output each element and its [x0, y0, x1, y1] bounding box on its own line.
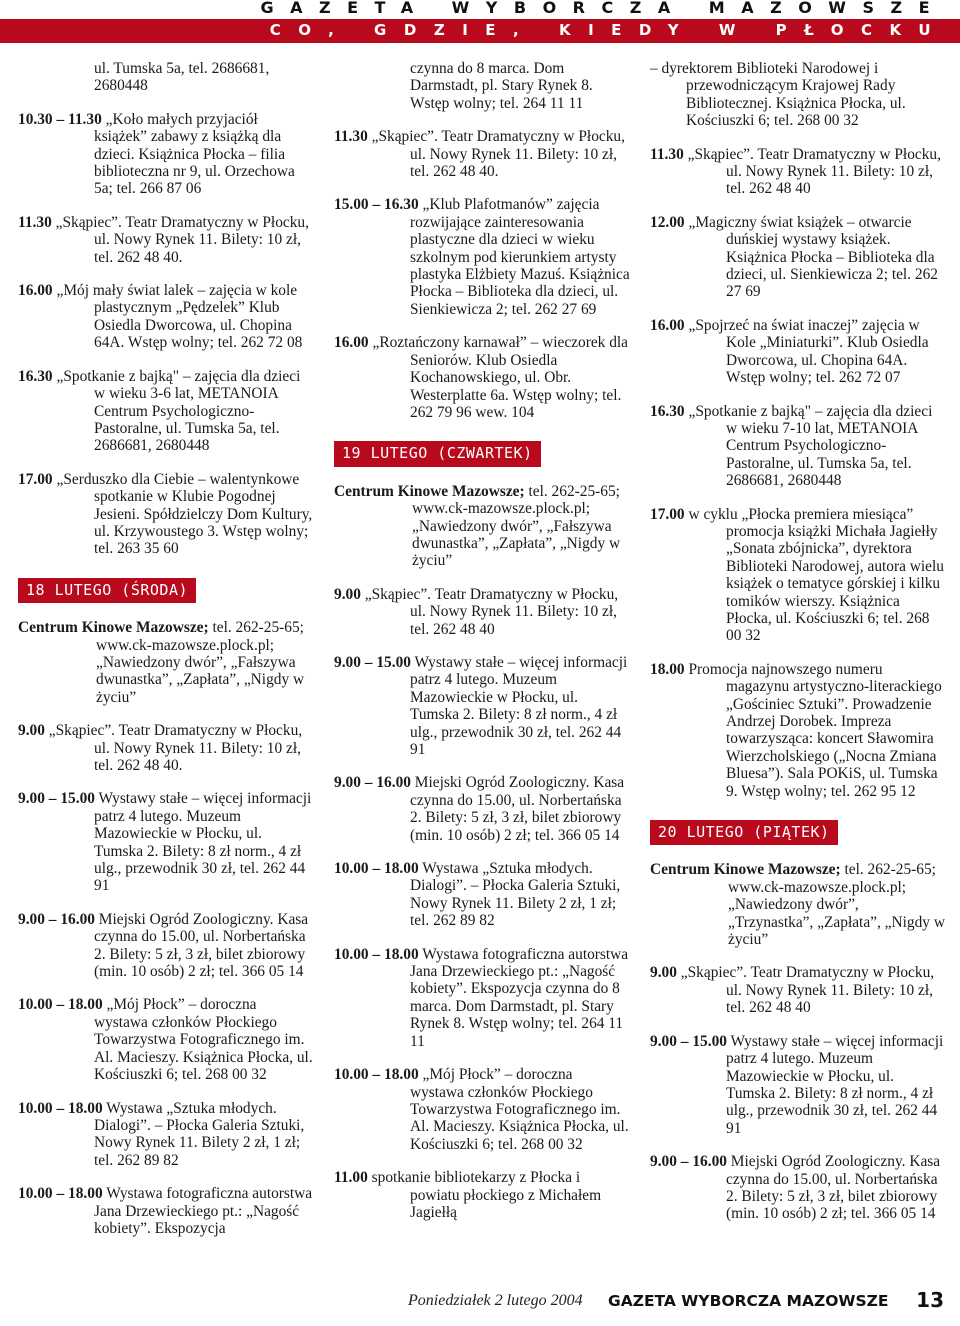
event-time: 12.00: [650, 213, 685, 231]
event-time: 16.00: [650, 316, 685, 334]
event-text: Miejski Ogród Zoologiczny. Kasa czynna do 15.00, ul. Norbertańska 2. Bilety: 5 zł, 3 zł, bilet zbiorowy (min. 10 osób) 2 zł; tel. 366 05 14: [726, 1153, 941, 1223]
event-text: Wystawa fotograficzna autorstwa Jana Drzewieckiego pt.: „Nagość kobiety”. Ekspozycja czynna do 8 marca. Dom Darmstadt, pl. Stary Rynek 8. Wstęp wolny; tel. 264 11 11: [410, 945, 629, 1050]
event-text: „Skąpiec”. Teatr Dramatyczny w Płocku, ul. Nowy Rynek 11. Bilety: 10 zł, tel. 262 48 40.: [367, 128, 625, 181]
event-text: „Skąpiec”. Teatr Dramatyczny w Płocku, ul. Nowy Rynek 11. Bilety: 10 zł, tel. 262 48 40: [683, 145, 941, 198]
cinema-listing: [650, 861, 946, 948]
event-time: 10.00 – 18.00: [334, 860, 419, 878]
event-text: Wystawy stałe – więcej informacji patrz 4 lutego. Muzeum Mazowieckie w Płocku, ul. Tumska 2. Bilety: 8 zł norm., 4 zł ulg., przewodnik 30 zł, tel. 262 44 91: [726, 1032, 944, 1137]
event-text: „Mój Płock” – doroczna wystawa członków Płockiego Towarzystwa Fotograficznego im. Al. Macieszy. Książnica Płocka, ul. Kościuszki 6; tel. 268 00 32: [410, 1066, 629, 1153]
event-time: 17.00: [650, 505, 685, 523]
event-listing: [18, 111, 314, 198]
event-text: „Koło małych przyjaciół książek” zabawy z książką dla dzieci. Książnica Płocka – filia biblioteczna nr 9, ul. Orzechowa 5a; tel. 266 87 06: [94, 110, 295, 198]
event-time: 10.00 – 18.00: [18, 1099, 103, 1117]
day-header: 19 LUTEGO (CZWARTEK): [334, 441, 541, 466]
event-text: w cyklu „Płocka premiera miesiąca” promocja książki Michała Jagiełły „Sonata zbójnicka”, dyrektora Biblioteki Narodowej, autora wielu książek o tematyce górskiej i kilku tomików wierszy. Książnica Płocka, ul. Kościuszki 6; tel. 268 00 32: [684, 505, 944, 645]
event-time: 11.30: [334, 128, 368, 146]
event-text: „Mój Płock” – doroczna wystawa członków Płockiego Towarzystwa Fotograficznego im. Al. Macieszy. Książnica Płocka, ul. Kościuszki 6; tel. 268 00 32: [94, 996, 313, 1084]
event-listing: [18, 471, 314, 558]
event-listing: [650, 1033, 946, 1137]
event-time: 9.00 – 16.00: [334, 774, 411, 792]
event-continuation: [650, 60, 946, 130]
event-time: Centrum Kinowe Mazowsze;: [18, 619, 209, 637]
event-listing: [334, 946, 630, 1050]
column-2: [334, 60, 630, 1237]
event-listing: [334, 1169, 630, 1221]
event-time: 16.00: [18, 282, 53, 300]
event-text: „Spojrzeć na świat inaczej” zajęcia w Kole „Miniaturki”. Klub Osiedla Dworcowa, ul. Chopina 64A. Wstęp wolny; tel. 262 72 07: [684, 316, 929, 387]
event-text: „Serduszko dla Ciebie – walentynkowe spotkanie w Klubie Pogodnej Jesieni. Spółdzielczy Dom Kultury, ul. Krzywoustego 3. Wstęp wolny; tel. 263 35 60: [52, 470, 313, 558]
event-time: 11.30: [650, 145, 684, 163]
event-time: 16.30: [650, 402, 685, 420]
column-3: [650, 60, 946, 1239]
event-text: „Magiczny świat książek – otwarcie duńskiej wystawy książek. Książnica Płocka – Biblioteka dla dzieci, ul. Sienkiewicza 2; tel. 262 27 69: [684, 213, 938, 301]
masthead: [0, 0, 960, 46]
event-time: 16.30: [18, 367, 53, 385]
day-header: 18 LUTEGO (ŚRODA): [18, 578, 196, 603]
event-listing: [18, 722, 314, 774]
event-listing: [650, 317, 946, 387]
event-listing: [650, 214, 946, 301]
event-listing: [334, 128, 630, 180]
event-text: Wystawa „Sztuka młodych. Dialogi”. – Płocka Galeria Sztuki, Nowy Rynek 11. Bilety 2 zł, 1 zł; tel. 262 89 82: [94, 1099, 305, 1169]
event-time: 9.00: [18, 722, 45, 740]
event-time: 10.00 – 18.00: [334, 945, 419, 963]
day-header: 20 LUTEGO (PIĄTEK): [650, 820, 838, 845]
event-listing: [18, 790, 314, 894]
event-listing: [18, 368, 314, 455]
event-listing: [650, 403, 946, 490]
event-text: Miejski Ogród Zoologiczny. Kasa czynna do 15.00, ul. Norbertańska 2. Bilety: 5 zł, 3 zł, bilet zbiorowy (min. 10 osób) 2 zł; tel. 366 05 14: [94, 910, 309, 981]
event-time: 9.00 – 16.00: [18, 910, 95, 928]
event-text: „Skąpiec”. Teatr Dramatyczny w Płocku, ul. Nowy Rynek 11. Bilety: 10 zł, tel. 262 48 40.: [51, 213, 309, 266]
event-time: 9.00 – 15.00: [18, 790, 95, 808]
event-text: tel. 262-25-65; www.ck-mazowsze.plock.pl; „Nawiedzony dwór”, „Trzynastka”, „Zapłata”, „Nigdy w życiu”: [728, 861, 945, 949]
event-time: 9.00 – 16.00: [650, 1153, 727, 1171]
event-listing: [18, 214, 314, 266]
event-time: 10.00 – 18.00: [18, 996, 103, 1014]
event-listing: [18, 911, 314, 981]
cinema-listing: [18, 619, 314, 706]
event-listing: [18, 996, 314, 1083]
masthead-subtitle: CO, GDZIE, KIEDY W PŁOCKU: [269, 21, 948, 39]
event-listing: [650, 964, 946, 1016]
event-time: 11.30: [18, 213, 52, 231]
event-time: 11.00: [334, 1169, 368, 1187]
event-listing: [18, 282, 314, 352]
event-time: 16.00: [334, 334, 369, 352]
footer-date: Poniedziałek 2 lutego 2004: [408, 1292, 583, 1309]
event-time: 9.00 – 15.00: [334, 653, 411, 671]
event-listing: [334, 654, 630, 758]
event-time: 15.00 – 16.30: [334, 196, 419, 214]
event-time: 10.00 – 18.00: [334, 1066, 419, 1084]
event-text: „Skąpiec”. Teatr Dramatyczny w Płocku, ul. Nowy Rynek 11. Bilety: 10 zł, tel. 262 48 40: [676, 964, 935, 1017]
event-listing: [650, 146, 946, 198]
event-time: Centrum Kinowe Mazowsze;: [334, 482, 525, 500]
event-text: „Spotkanie z bajką" – zajęcia dla dzieci w wieku 7-10 lat, METANOIA Centrum Psychologiczno-Pastoralne, ul. Tumska 5a, tel. 2686681, 2680448: [684, 402, 933, 490]
event-text: – dyrektorem Biblioteki Narodowej i przewodniczącym Krajowej Rady Bibliotecznej. Książnica Płocka, ul. Kościuszki 6; tel. 268 00 32: [650, 60, 906, 130]
page-footer: [400, 1290, 944, 1314]
column-1: [18, 60, 314, 1253]
event-time: 10.00 – 18.00: [18, 1185, 103, 1203]
event-listing: [650, 1153, 946, 1223]
event-time: Centrum Kinowe Mazowsze;: [650, 861, 841, 879]
event-listing: [334, 860, 630, 930]
event-listing: [334, 586, 630, 638]
event-text: ul. Tumska 5a, tel. 2686681, 2680448: [94, 60, 270, 95]
event-text: spotkanie bibliotekarzy z Płocka i powiatu płockiego z Michałem Jagiełłą: [367, 1169, 602, 1221]
event-listing: [334, 774, 630, 844]
page-number: 13: [916, 1288, 944, 1312]
event-text: „Roztańczony karnawał” – wieczorek dla Seniorów. Klub Osiedla Kochanowskiego, ul. Obr. Westerplatte 6a. Wstęp wolny; tel. 262 79 96 wew. 104: [368, 334, 629, 421]
event-time: 10.30 – 11.30: [18, 110, 102, 128]
event-listing: [650, 506, 946, 645]
event-continuation: [18, 60, 314, 95]
event-text: Miejski Ogród Zoologiczny. Kasa czynna do 15.00, ul. Norbertańska 2. Bilety: 5 zł, 3 zł, bilet zbiorowy (min. 10 osób) 2 zł; tel. 366 05 14: [410, 774, 625, 844]
event-text: czynna do 8 marca. Dom Darmstadt, pl. Stary Rynek 8. Wstęp wolny; tel. 264 11 11: [410, 60, 593, 112]
event-text: Wystawy stałe – więcej informacji patrz 4 lutego. Muzeum Mazowieckie w Płocku, ul. Tumska 2. Bilety: 8 zł norm., 4 zł ulg., przewodnik 30 zł, tel. 262 44 91: [94, 790, 312, 895]
event-text: „Mój mały świat lalek – zajęcia w kole plastycznym „Pędzelek” Klub Osiedla Dworcowa, ul. Chopina 64A. Wstęp wolny; tel. 262 72 08: [52, 282, 303, 352]
event-text: „Klub Plafotmanów” zajęcia rozwijające zainteresowania plastyczne dla dzieci w wieku szkolnym pod kierunkiem artysty plastyka Elżbiety Mazuś. Książnica Płocka – Biblioteka dla dzieci, ul. Sienkiewicza 2; tel. 262 27 69: [410, 196, 630, 318]
event-continuation: [334, 60, 630, 112]
event-text: Promocja najnowszego numeru magazynu artystyczno-literackiego „Gościniec Sztuki”. Prowadzenie Andrzej Dorobek. Impreza towarzysząca: koncert Sławomira Wierzcholskiego („Nocna Zmiana Bluesa”). Sala POKiS, ul. Tumska 9. Wstęp wolny; tel. 262 95 12: [684, 660, 942, 800]
masthead-title: GAZETA WYBORCZA MAZOWSZE: [260, 0, 946, 17]
footer-brand: GAZETA WYBORCZA MAZOWSZE: [608, 1292, 889, 1310]
event-text: tel. 262-25-65; www.ck-mazowsze.plock.pl; „Nawiedzony dwór”, „Fałszywa dwunastka”, „Zapłata”, „Nigdy w życiu”: [412, 482, 621, 570]
event-listing: [334, 196, 630, 318]
event-time: 9.00: [334, 585, 361, 603]
event-listing: [334, 334, 630, 421]
event-text: „Skąpiec”. Teatr Dramatyczny w Płocku, ul. Nowy Rynek 11. Bilety: 10 zł, tel. 262 48 40.: [44, 722, 303, 774]
event-text: Wystawa „Sztuka młodych. Dialogi”. – Płocka Galeria Sztuki, Nowy Rynek 11. Bilety 2 zł, 1 zł; tel. 262 89 82: [410, 860, 621, 930]
event-listing: [334, 1066, 630, 1153]
event-time: 18.00: [650, 660, 685, 678]
cinema-listing: [334, 483, 630, 570]
event-text: „Spotkanie z bajką" – zajęcia dla dzieci w wieku 3-6 lat, METANOIA Centrum Psychologiczno-Pastoralne, ul. Tumska 5a, tel. 2686681, 2680448: [52, 367, 301, 455]
event-listing: [18, 1185, 314, 1237]
event-time: 9.00: [650, 964, 677, 982]
event-time: 9.00 – 15.00: [650, 1032, 727, 1050]
event-listing: [18, 1100, 314, 1170]
event-text: Wystawy stałe – więcej informacji patrz 4 lutego. Muzeum Mazowieckie w Płocku, ul. Tumska 2. Bilety: 8 zł norm., 4 zł ulg., przewodnik 30 zł, tel. 262 44 91: [410, 653, 628, 758]
event-time: 17.00: [18, 470, 53, 488]
event-text: „Skąpiec”. Teatr Dramatyczny w Płocku, ul. Nowy Rynek 11. Bilety: 10 zł, tel. 262 48 40: [360, 585, 619, 638]
event-text: Wystawa fotograficzna autorstwa Jana Drzewieckiego pt.: „Nagość kobiety”. Ekspozycja: [94, 1185, 313, 1237]
event-text: tel. 262-25-65; www.ck-mazowsze.plock.pl; „Nawiedzony dwór”, „Fałszywa dwunastka”, „Zapłata”, „Nigdy w życiu”: [96, 619, 305, 706]
event-listing: [650, 661, 946, 800]
